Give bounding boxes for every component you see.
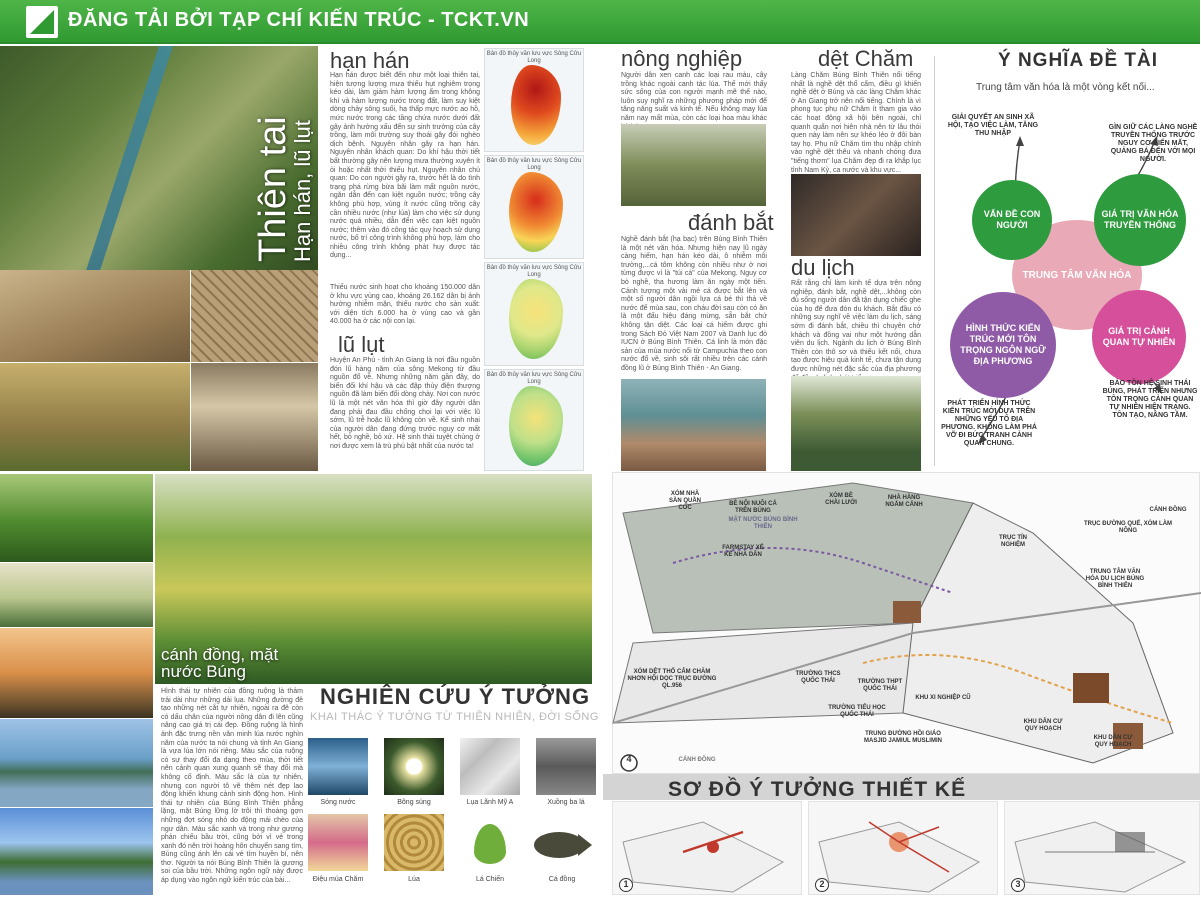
lu-lut-heading: lũ lụt bbox=[338, 332, 385, 357]
lu-lut-text: Huyện An Phú - tỉnh An Giang là nơi đầu nguồn đón lũ hàng năm của sông Mekong từ đầu nguồn đổ về. Nhưng những năm gần đây, do biến đổi khí hậu và các đập thủy điện thượng nguồn đã làm biến đổi dòng chảy. Nơi con nước lũ là một nét văn hóa thì giờ đây người dân đang phải đau đầu chống chọi lại với việc lũ sớm, lũ trễ hoặc lũ không còn về. Kế sinh nhai của người dân đang đứng trước nguy cơ mất hết, bỏ nghề, bỏ xứ. Hệ sinh thái tuyệt chủng ở nơi được xem là trù phú bật nhất của nước ta! bbox=[330, 357, 480, 450]
danh-bat-heading: đánh bắt bbox=[688, 210, 774, 235]
design-diagram-3 bbox=[1004, 801, 1200, 895]
circle-con-nguoi: VẤN ĐỀ CON NGƯỜI bbox=[972, 180, 1052, 260]
note-sinh-thai: BẢO TỒN HỆ SINH THÁI BÚNG, PHÁT TRIỂN NHƯNG TÔN TRỌNG CẢNH QUAN TỰ NHIÊN HIỆN TRẠNG. TÔN TẠO, NÂNG TẦM. bbox=[1102, 380, 1198, 419]
material-silk-photo bbox=[460, 738, 520, 795]
han-han-text-2: Thiếu nước sinh hoạt cho khoảng 150.000 dân ở khu vực vùng cao, khoảng 26.162 dân bị ảnh hưởng nhiễm mặn, thiếu nước cho sản xuất: với diện tích 6.000 ha ở vùng cao và gần 40.000 ha ở các nội con lại. bbox=[330, 284, 480, 326]
terraced-field-photo bbox=[0, 474, 153, 562]
plan-label: FARMSTAY XẺ KẾ NHÀ DÂN bbox=[722, 545, 764, 558]
map-caption: Bản đồ thủy văn lưu vực Sông Cửu Long bbox=[486, 265, 582, 278]
column-divider bbox=[934, 56, 935, 466]
header-bar bbox=[0, 0, 1200, 44]
det-cham-heading: dệt Chăm bbox=[818, 46, 914, 71]
farming-photo bbox=[621, 124, 766, 206]
note-lang-nghe: GÌN GIỮ CÁC LÀNG NGHỀ TRUYỀN THỐNG TRƯỚC NGUY CƠ BIẾN MẤT, QUẢNG BÁ ĐẾN VỚI MỌI NGƯỜI. bbox=[1108, 124, 1198, 163]
plan-label: TRỤC TÍN NGHIỆM bbox=[999, 535, 1027, 548]
y-nghia-subtitle: Trung tâm văn hóa là một vòng kết nối... bbox=[976, 82, 1155, 93]
han-han-heading: hạn hán bbox=[330, 48, 410, 73]
cracked-canal-photo bbox=[191, 270, 318, 362]
material-label: Lá Chiến bbox=[475, 876, 505, 883]
masterplan-view bbox=[612, 472, 1200, 774]
so-do-title: SƠ ĐỒ Ý TƯỞNG THIẾT KẾ bbox=[668, 778, 967, 801]
material-label: Lụa Lãnh Mỹ A bbox=[466, 799, 514, 806]
drought-map-2 bbox=[484, 155, 584, 259]
material-label: Cá đồng bbox=[548, 876, 576, 883]
farmer-field-photo bbox=[191, 363, 318, 471]
drought-map-3 bbox=[484, 262, 584, 366]
map-region bbox=[511, 65, 561, 145]
header-title: ĐĂNG TẢI BỞI TẠP CHÍ KIẾN TRÚC - TCKT.VN bbox=[68, 9, 530, 31]
map-caption: Bản đồ thủy văn lưu vực Sông Cửu Long bbox=[486, 51, 582, 64]
material-leaf-photo bbox=[460, 814, 520, 871]
nong-nghiep-text: Người dân xen canh các loại rau màu, cây trồng khác ngoài canh tác lúa. Thế mới thấy sức sống của con người mạnh mẽ thế nào, luôn suy nghĩ ra những phương pháp mới để tăng năng suất và kinh tế. Nếu không may lúa năm nay mất mùa, còn các loại hoa màu khác bbox=[621, 72, 767, 122]
plan-label: KHU DÂN CƯ QUY HOẠCH bbox=[1093, 735, 1133, 748]
material-label: Bông súng bbox=[397, 799, 431, 806]
map-region bbox=[509, 279, 563, 359]
plan-label: XÓM BÈ CHÀI LƯỚI bbox=[825, 493, 857, 506]
det-cham-text: Làng Chăm Búng Bình Thiên nổi tiếng nhất là nghề dệt thổ cẩm, điều gì khiến nghề dệt ở Búng và các làng Chăm khác ở An Giang trở nên nổi tiếng. Chính là vì phong tục phụ nữ Chăm ít tham gia vào các hoạt động xã hội bên ngoài, chỉ quanh quẩn nơi hiên nhà nên từ lâu thói quen này làm nên sự khéo léo ở đôi bàn tay họ. Phụ nữ Chăm tìm thu nhập chính vào nghề dệt thêu và nhanh chóng đưa "tiếng thơm" lụa Chăm đẹp đi ra khắp lục tỉnh Nam Kỳ, ca nước và khu vực... bbox=[791, 72, 921, 174]
material-label: Lúa bbox=[408, 876, 420, 883]
design-diagram-2 bbox=[808, 801, 998, 895]
masterplan-number: 4 bbox=[626, 754, 632, 764]
material-label: Xuồng ba lá bbox=[547, 799, 585, 806]
masterplan-drawing bbox=[613, 473, 1201, 775]
note-kien-truc: PHÁT TRIỂN HÌNH THỨC KIẾN TRÚC MỚI DỰA TRÊN NHỮNG YẾU TỐ ĐỊA PHƯƠNG. KHÔNG LÀM PHÁ VỠ ĐI BỨC TRANH CẢNH QUAN CHUNG. bbox=[941, 400, 1037, 447]
material-lotus-photo bbox=[384, 738, 444, 795]
plan-label: KHU XI NGHIỆP CŨ bbox=[915, 695, 971, 701]
design-diagram-1 bbox=[612, 801, 802, 895]
plan-label: KHU DÂN CƯ QUY HOẠCH bbox=[1023, 719, 1063, 732]
du-lich-heading: du lịch bbox=[791, 255, 855, 280]
plan-label: TRUNG ĐƯỜNG HỒI GIÁO MASJID JAMIUL MUSLIMIN bbox=[864, 731, 942, 744]
plan-label: NHÀ HÀNG NGẮM CẢNH bbox=[885, 495, 923, 508]
circle-kien-truc: HÌNH THỨC KIẾN TRÚC MỚI TÔN TRỌNG NGÔN NGỮ ĐỊA PHƯƠNG bbox=[950, 292, 1056, 398]
circle-canh-quan: GIÁ TRỊ CẢNH QUAN TỰ NHIÊN bbox=[1092, 290, 1186, 384]
material-fish-photo bbox=[528, 814, 596, 871]
map-caption: Bản đồ thủy văn lưu vực Sông Cửu Long bbox=[486, 372, 582, 385]
danh-bat-text: Nghề đánh bắt (hạ bạc) trên Búng Bình Thiên là một nét văn hóa. Nhưng hiện nay lũ ngày càng hiếm, hạn hán kéo dài, ô nhiễm môi trường,...cá tôm không còn nhiều như ở nơi từng được ví là "túi cá" của Mekong. Nguy cơ bỏ nghề, tha hương làm ăn ngày một tiến. Cảnh tượng một vài mẻ cá được bắt lên và một số người dân ngồi lựa cá bé thì thả về nước để mùa sau, con cháu đời sau còn có ăn là một đấu hiệu đáng mừng, sẵn bắt chứ không tận diệt. Các loại cá hiếm được ghi trong Sách Đỏ Việt Nam 2007 và Danh lục đỏ IUCN ở Búng Bình Thiên. Cá linh là món đặc sản của mùa nước nổi từ Campuchia theo con nước đổ về, sinh sôi rất nhiều trên các cánh đồng lũ ở Búng Bình Thiên - An Giang. bbox=[621, 236, 767, 372]
sunset-palm-photo bbox=[0, 628, 153, 718]
thien-tai-subtitle: Hạn hán, lũ lụt bbox=[290, 120, 315, 262]
nong-nghiep-heading: nông nghiệp bbox=[621, 46, 743, 71]
map-caption: Bản đồ thủy văn lưu vực Sông Cửu Long bbox=[486, 158, 582, 171]
canh-dong-text: Hình thái tự nhiên của đồng ruộng là thảm trải dài như những dải lụa. Những đường đê tạo những nét cắt tự nhiên, ngoài ra đê còn có dấu chân của người nông dân đi lên cũng nâng cao giá trị cái đẹp. Đồng ruộng là hình ảnh đặc trưng nền văn minh lúa nước nghìn năm của nước ta nói chung và tỉnh An Giang là vựa lúa lớn nói riêng. Màu sắc của ruộng có sự thay đổi đa dạng theo mùa, thời tiết nên cảnh quan xung quanh sẽ thay đổi mà không cố định. Màu sắc là của tự nhiên, nhưng con người tô vẽ thêm nét đẹp lao động khiến khung cảnh sinh động hơn. Hình thái tự nhiên của Búng Bình Thiên phẳng lặng, mặt Búng lững lờ trôi thì thoáng gợn những đợt sóng nhỏ do động mái chèo của ngư dân. Màu sắc xanh và trong như gương phản chiếu bầu trời, cũng bởi vì vẻ trong xanh đó nên trời hoàng hôn chuyển sang tím, Búng cũng ánh lên cái vẻ tím huyền bí, nên thơ. Người ta nói Búng Bình Thiên là gương soi của bầu trời. Những ngôn ngữ này được áp dụng vào ngôn ngữ kiến trúc của bài... bbox=[161, 688, 303, 885]
plan-label: TRUNG TÂM VĂN HÓA DU LỊCH BÚNG BÌNH THIÊN bbox=[1085, 569, 1145, 589]
lake-sky-photo bbox=[0, 808, 153, 895]
material-label: Điệu múa Chăm bbox=[312, 876, 364, 883]
tckt-logo-icon bbox=[26, 6, 58, 38]
drought-map-1 bbox=[484, 48, 584, 152]
material-rice-grain-photo bbox=[384, 814, 444, 871]
plan-label: CÁNH ĐỒNG bbox=[1149, 507, 1187, 513]
plan-label: XÓM NHÀ SÀN QUẦN CÓC bbox=[668, 491, 701, 511]
material-waves-photo bbox=[308, 738, 368, 795]
plan-label: TRƯỜNG THCS QUỐC THÁI bbox=[795, 671, 841, 684]
plan-label: TRỤC ĐƯỜNG QUẾ, XÓM LÀM NÔNG bbox=[1083, 521, 1173, 534]
diagram-number: 2 bbox=[815, 878, 829, 892]
fisherman-photo bbox=[621, 379, 766, 471]
circle-van-hoa: GIÁ TRỊ VĂN HÓA TRUYỀN THỐNG bbox=[1094, 174, 1186, 266]
nghien-cuu-title: NGHIÊN CỨU Ý TƯỞNG bbox=[320, 684, 591, 709]
nghien-cuu-subtitle: KHAI THÁC Ý TƯỞNG TỪ THIÊN NHIÊN, ĐỜI SỐNG bbox=[310, 711, 599, 723]
y-nghia-title: Ý NGHĨA ĐỀ TÀI bbox=[998, 50, 1159, 71]
diagram-number: 1 bbox=[619, 878, 633, 892]
center-circle: TRUNG TÂM VĂN HÓA bbox=[1012, 220, 1142, 330]
han-han-text: Hạn hán được biết đến như một loại thiên tai, hiện tượng lượng mưa thiếu hụt nghiêm trọng kéo dài, làm giảm hàm lượng ẩm trong không khí và hàm lượng nước trong đất, làm suy kiệt dòng chảy sông suối, hạ thấp mực nước ao hồ, mức nước trong các tầng chứa nước dưới đất gây ảnh hưởng xấu đến sự sinh trưởng của cây trồng, làm môi trường suy thoái gây đói nghèo dịch bệnh. Nguyên nhân gây ra hạn hán. Nguyên nhân khách quan: Do khí hậu thời tiết bất thường gây nên lượng mưa thường xuyên ít ỏi hoặc nhất thời thiếu hụt. Nguyên nhân chủ quan: Do con người gây ra, trước hết là do tình trạng phá rừng bừa bãi làm mất nguồn nước, ngăn dẫn đến cạn kiệt nguồn nước; trồng cây không phù hợp, vùng ít nước cũng trồng cây cần nhiều nước (như lúa) làm cho việc sử dụng nước quá nhiều, dẫn đến việc cạn kiệt nguồn nước; thêm vào đó công tác quy hoạch sử dụng nước, bố trí công trình không phù hợp, làm cho nhiều công trình không phát huy được tác dụng... bbox=[330, 72, 480, 260]
lake-photo bbox=[0, 719, 153, 807]
plan-label: MẶT NƯỚC BÚNG BÌNH THIÊN bbox=[728, 517, 798, 530]
du-lich-text: Rất rằng chỉ làm kinh tế dựa trên nông nghiệp, đánh bắt, nghề dệt,...không còn đủ sống người dân đã tận dụng chiếc ghe của họ để đưa đón du khách. Bắt đầu có những suy nghĩ về việc làm du lịch, sáng sớm đi đánh bắt, chiều thì chuyên chở khách và đồng vai như một hướng dẫn viên du lịch. Ngành du lịch ở Búng Bình Thiên còn thô sơ và thiếu kết nối, chưa tạo được hiệu quả kinh tế, chưa tận dụng được những nét đặc sắc của địa phương bbox=[791, 280, 921, 373]
material-label: Sóng nước bbox=[320, 799, 356, 806]
palm-reflection-photo bbox=[0, 563, 153, 627]
bridge-boat-photo bbox=[791, 376, 921, 471]
note-an-sinh: GIẢI QUYẾT AN SINH XÃ HỘI, TẠO VIỆC LÀM, TĂNG THU NHẬP bbox=[947, 114, 1039, 137]
plan-label: BÈ NỘI NUÔI CÁ TRÊN BÚNG bbox=[729, 501, 777, 514]
woman-dry-field-photo bbox=[0, 270, 190, 362]
plan-label: XÓM DỆT THỔ CẨM CHĂM NHƠN HỘI DỌC TRỤC ĐƯỜNG QL.956 bbox=[627, 669, 717, 689]
diagram-number: 3 bbox=[1011, 878, 1025, 892]
map-region bbox=[509, 386, 563, 466]
material-boat-photo bbox=[536, 738, 596, 795]
plan-label: TRƯỜNG TIỂU HỌC QUỐC THÁI bbox=[828, 705, 886, 718]
drought-map-4 bbox=[484, 369, 584, 471]
material-dance-photo bbox=[308, 814, 368, 871]
plan-label: CÁNH ĐỒNG bbox=[678, 757, 716, 763]
soldiers-harvest-photo bbox=[0, 363, 190, 471]
weaving-photo bbox=[791, 174, 921, 256]
canh-dong-title: cánh đồng, mặt nước Búng bbox=[161, 645, 279, 681]
thien-tai-title: Thiên tai bbox=[252, 116, 294, 262]
plan-label: TRƯỜNG THPT QUỐC THÁI bbox=[857, 679, 903, 692]
map-region bbox=[509, 172, 563, 252]
